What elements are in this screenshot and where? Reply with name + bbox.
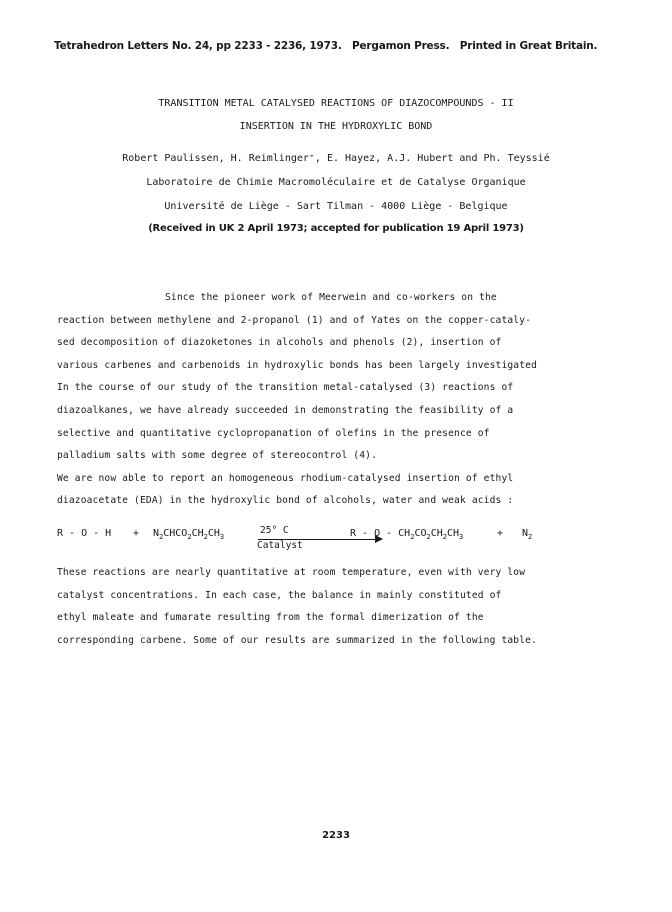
reaction-equation	[57, 525, 617, 554]
text-line: various carbenes and carbenoids in hydroxylic bonds has been largely investigated	[57, 359, 537, 371]
text-line: reaction between methylene and 2-propanol (1) and of Yates on the copper-cataly-	[57, 314, 532, 326]
text-line: These reactions are nearly quantitative at room temperature, even with very low	[57, 567, 526, 578]
body-paragraph-2	[57, 562, 617, 652]
page-number: 2233	[322, 830, 350, 841]
reactant-alcohol: R - O - H	[57, 528, 112, 539]
text-line: diazoacetate (EDA) in the hydroxylic bond of alcohols, water and weak acids :	[57, 495, 514, 507]
reaction-condition: 25° C	[260, 525, 289, 536]
plus-sign: +	[497, 528, 504, 539]
text-line: sed decomposition of diazoketones in alcohols and phenols (2), insertion of	[57, 337, 502, 349]
affiliation-line-2: Université de Liège - Sart Tilman - 4000 Liège - Belgique	[164, 201, 508, 212]
text-line: Since the pioneer work of Meerwein and co-workers on the	[165, 292, 497, 303]
text-line: In the course of our study of the transition metal-catalysed (3) reactions of	[57, 382, 514, 394]
text-line: We are now able to report an homogeneous rhodium-catalysed insertion of ethyl	[57, 472, 514, 484]
journal-header: Tetrahedron Letters No. 24, pp 2233 - 2236, 1973. Pergamon Press. Printed in Great Britain.	[54, 40, 598, 52]
title-line-2: INSERTION IN THE HYDROXYLIC BOND	[239, 121, 433, 132]
plus-sign: +	[133, 528, 140, 539]
authors: Robert Paulissen, H. Reimlinger⁺, E. Hayez, A.J. Hubert and Ph. Teyssié	[122, 153, 550, 164]
text-line: ethyl maleate and fumarate resulting from the formal dimerization of the	[57, 612, 484, 624]
body-paragraph-1	[57, 287, 617, 513]
text-line: selective and quantitative cyclopropanation of olefins in the presence of	[57, 427, 490, 439]
reactant-eda: $N_2CHCO_2CH_2CH_3$	[153, 528, 225, 541]
text-line: diazoalkanes, we have already succeeded in demonstrating the feasibility of a	[57, 404, 514, 416]
catalyst-label: Catalyst	[257, 540, 303, 551]
text-line: corresponding carbene. Some of our results are summarized in the following table.	[57, 634, 537, 646]
byproduct-nitrogen: $N_2$	[522, 528, 533, 541]
affiliation-line-1: Laboratoire de Chimie Macromoléculaire et de Catalyse Organique	[146, 177, 526, 188]
title-line-1: TRANSITION METAL CATALYSED REACTIONS OF DIAZOCOMPOUNDS - II	[158, 98, 514, 109]
text-line: catalyst concentrations. In each case, the balance in mainly constituted of	[57, 589, 502, 601]
product-ether: R - O - $CH_2CO_2CH_2CH_3$	[350, 528, 464, 541]
text-line: palladium salts with some degree of stereocontrol (4).	[57, 450, 377, 462]
received-dates: (Received in UK 2 April 1973; accepted for publication 19 April 1973)	[148, 223, 524, 234]
